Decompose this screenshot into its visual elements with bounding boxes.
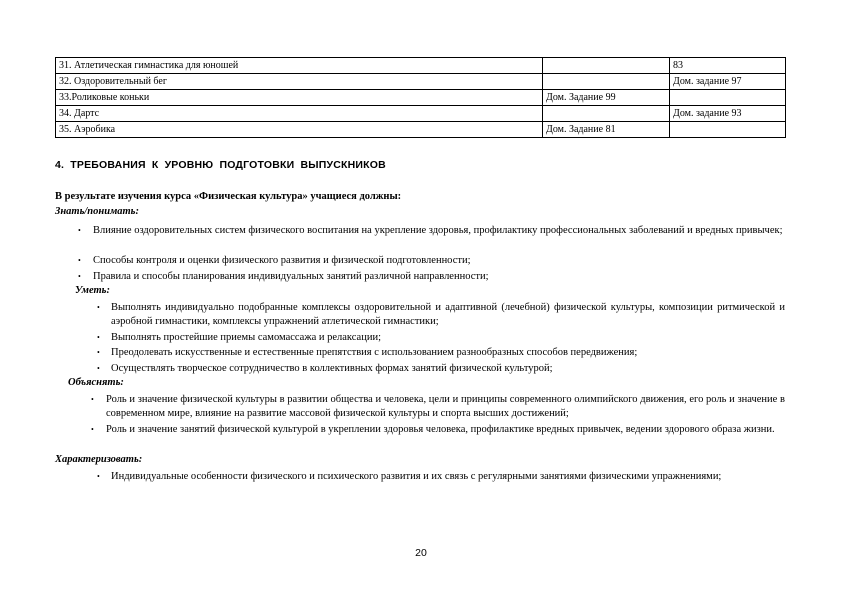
table-cell-topic: 35. Аэробика bbox=[56, 122, 543, 138]
can-label: Уметь: bbox=[75, 285, 110, 296]
table-cell-topic: 31. Атлетическая гимнастика для юношей bbox=[56, 58, 543, 74]
section-heading: 4. ТРЕБОВАНИЯ К УРОВНЮ ПОДГОТОВКИ ВЫПУСКНИКОВ bbox=[55, 159, 386, 171]
list-item: Влияние оздоровительных систем физического воспитания на укрепление здоровья, профилактику профессиональных заболеваний и вредных привычек; bbox=[93, 225, 783, 236]
table-cell-assignment bbox=[543, 58, 670, 74]
lesson-plan-table bbox=[55, 57, 786, 138]
table-row bbox=[56, 58, 786, 74]
bullet-icon: • bbox=[91, 395, 94, 404]
table-row bbox=[56, 74, 786, 90]
bullet-icon: • bbox=[97, 333, 100, 342]
intro-text: В результате изучения курса «Физическая культура» учащиеся должны: bbox=[55, 191, 402, 202]
table-row bbox=[56, 90, 786, 106]
table-row bbox=[56, 122, 786, 138]
table-cell-assignment bbox=[670, 122, 786, 138]
table-cell-topic: 34. Дартс bbox=[56, 106, 543, 122]
table-cell-assignment: Дом. Задание 81 bbox=[543, 122, 670, 138]
table-cell-assignment bbox=[670, 90, 786, 106]
bullet-icon: • bbox=[78, 226, 81, 235]
list-item: Способы контроля и оценки физического развития и физической подготовленности; bbox=[93, 255, 471, 266]
explain-label: Объяснять: bbox=[68, 377, 124, 388]
bullet-icon: • bbox=[78, 256, 81, 265]
characterize-label: Характеризовать: bbox=[55, 454, 143, 465]
table-cell-assignment: Дом. Задание 99 bbox=[543, 90, 670, 106]
table-cell-assignment bbox=[543, 106, 670, 122]
table-row bbox=[56, 106, 786, 122]
bullet-icon: • bbox=[78, 272, 81, 281]
table-cell-assignment: 83 bbox=[670, 58, 786, 74]
bullet-icon: • bbox=[97, 364, 100, 373]
table-cell-assignment: Дом. задание 93 bbox=[670, 106, 786, 122]
table-cell-topic: 32. Оздоровительный бег bbox=[56, 74, 543, 90]
bullet-icon: • bbox=[97, 348, 100, 357]
list-item: Осуществлять творческое сотрудничество в коллективных формах занятий физической культурой; bbox=[111, 363, 553, 374]
list-item: Правила и способы планирования индивидуальных занятий различной направленности; bbox=[93, 271, 489, 282]
list-item: Индивидуальные особенности физического и психического развития и их связь с регулярными занятиями физическими упражнениями; bbox=[111, 471, 722, 482]
table-cell-assignment bbox=[543, 74, 670, 90]
list-item: Роль и значение занятий физической культурой в укреплении здоровья человека, профилактике вредных привычек, ведении здорового образа жизни. bbox=[106, 424, 775, 435]
page-number: 20 bbox=[415, 547, 427, 559]
bullet-icon: • bbox=[97, 303, 100, 312]
bullet-icon: • bbox=[91, 425, 94, 434]
table-cell-topic: 33.Роликовые коньки bbox=[56, 90, 543, 106]
list-item: Выполнять простейшие приемы самомассажа и релаксации; bbox=[111, 332, 381, 343]
bullet-icon: • bbox=[97, 472, 100, 481]
list-item: Выполнять индивидуально подобранные комплексы оздоровительной и адаптивной (лечебной) физической культуры, композиции ритмической и аэробной гимнастики, комплексы упражнений атлетической гимнастики; bbox=[111, 302, 785, 327]
know-label: Знать/понимать: bbox=[55, 206, 139, 217]
list-item: Преодолевать искусственные и естественные препятствия с использованием разнообразных способов передвижения; bbox=[111, 347, 638, 358]
table-cell-assignment: Дом. задание 97 bbox=[670, 74, 786, 90]
list-item: Роль и значение физической культуры в развитии общества и человека, цели и принципы современного олимпийского движения, его роль и значение в современном мире, влияние на развитие массовой физической культуры и спорта высших достижений; bbox=[106, 394, 785, 419]
